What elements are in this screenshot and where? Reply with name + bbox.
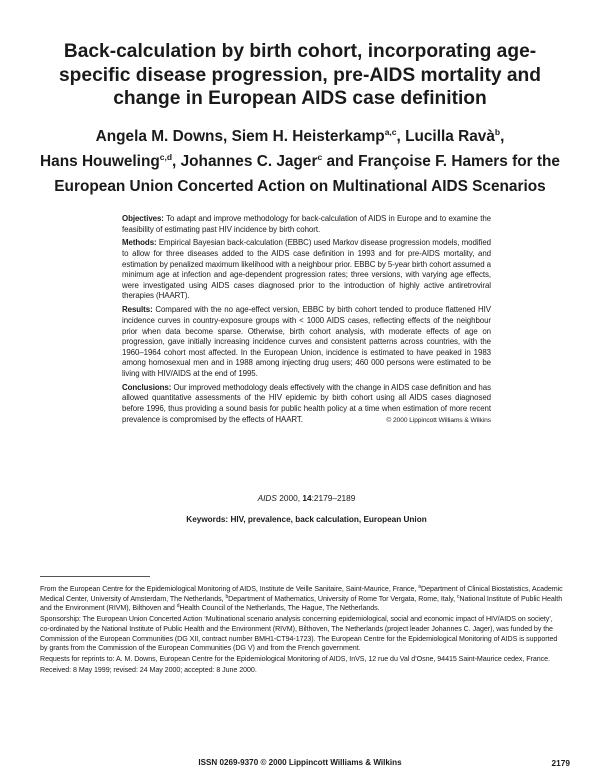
page-number: 2179 bbox=[551, 758, 570, 768]
abstract-conclusions bbox=[122, 383, 491, 425]
abstract-text: Compared with the no age-effect version, EBBC by birth cohort tended to produce flattened HIV incidence curves in country-exposure groups with < 1000 AIDS cases, reflecting effects of the neighbour prior when data become sparse. Otherwise, birth cohort analysis, with moderate effects of age on progression, gave initially increasing incidence curves and consistent patterns across countries, with the 1960–1964 cohort most affected. In the European Union, incidence is estimated to have peaked in 1983 among homosexual men and in 1988 among injecting drug users; 460 000 persons were estimated to be living with HIV/AIDS at the end of 1995. bbox=[122, 305, 491, 378]
reprint-requests: Requests for reprints to: A. M. Downs, European Centre for the Epidemiological Monitoring of AIDS, InVS, 12 rue du Val d’Osne, 94415 Saint-Maurice cedex, France. bbox=[40, 654, 550, 663]
journal-citation bbox=[122, 493, 491, 503]
keywords-list: HIV, prevalence, back calculation, European Union bbox=[230, 515, 427, 524]
affiliation-text: From the European Centre for the Epidemiological Monitoring of AIDS, Institute de Veille Sanitaire, Saint-Maurice, France, bbox=[40, 585, 417, 593]
affiliation-marker: b bbox=[225, 593, 229, 600]
author-text: , bbox=[500, 128, 505, 145]
author-group: European Union Concerted Action on Multinational AIDS Scenarios bbox=[54, 178, 546, 195]
affiliation-text: Department of Mathematics, University of Rome Tor Vergata, Rome, Italy, bbox=[228, 594, 455, 603]
affiliation-marker: c bbox=[317, 152, 323, 162]
abstract-heading: Objectives: bbox=[122, 214, 164, 223]
copyright-notice: © 2000 Lippincott Williams & Wilkins bbox=[386, 416, 491, 424]
author-list bbox=[20, 124, 580, 199]
abstract-methods bbox=[122, 238, 491, 302]
citation-volume: 14 bbox=[302, 493, 312, 503]
affiliation-text: Department of Clinical Biostatistics, Academic Medical Center, University of Amsterdam, The Netherlands, bbox=[40, 585, 563, 603]
title-line: Back-calculation by birth cohort, incorporating age- bbox=[63, 41, 537, 62]
keywords-heading: Keywords: bbox=[186, 515, 229, 524]
abstract-heading: Results: bbox=[122, 305, 153, 315]
sponsorship: Sponsorship: The European Union Concerted Action ‘Multinational scenario analysis concerning epidemiological, social and economic impact of HIV/AIDS on society’, co-ordinated by the National Institute of Public Health and the Environment (RIVM), Bilthoven, The Netherlands (project leader Johannes C. Jager), was funded by the Commission of the European Communities (DG XII, contract number BMH1-CT94-1723). The European Centre for the Epidemiological Monitoring of AIDS is supported by grants from the Commission of the European Communities (DG V) and from the French government. bbox=[40, 615, 558, 653]
citation-year: 2000, bbox=[276, 493, 303, 503]
footnote-divider bbox=[40, 576, 150, 577]
affiliation-marker: c bbox=[456, 593, 460, 600]
abstract bbox=[122, 214, 491, 428]
author-text: , Johannes C. Jager bbox=[172, 153, 318, 170]
abstract-text: Empirical Bayesian back-calculation (EBBC) used Markov disease progression models, modified to allow for three diseases added to the AIDS case definition in 1993 and for pre-AIDS mortality, and estimation by penalized maximum likelihood with a neighbour prior. EBBC by 5-year birth cohort assumed a minimum age at infection and age-dependent progression rates; three versions, with varying age effects, were investigated using AIDS cases diagnosed prior to the introduction of highly active antiretroviral therapies (HAART). bbox=[122, 238, 492, 301]
affiliations bbox=[40, 585, 564, 614]
author-line bbox=[20, 149, 580, 174]
author-line bbox=[20, 124, 580, 149]
footnotes bbox=[40, 585, 564, 676]
author-text: Angela M. Downs, Siem H. Heisterkamp bbox=[95, 128, 385, 145]
affiliation-text: Health Council of the Netherlands, The Hague, The Netherlands. bbox=[179, 604, 380, 613]
citation-pages: :2179–2189 bbox=[311, 493, 356, 503]
article-title bbox=[40, 40, 560, 111]
abstract-heading: Methods: bbox=[122, 238, 157, 248]
journal-name: AIDS bbox=[257, 493, 277, 503]
title-line: change in European AIDS case definition bbox=[113, 88, 487, 109]
author-text: , Lucilla Ravà bbox=[396, 128, 495, 145]
abstract-heading: Conclusions: bbox=[122, 382, 172, 392]
abstract-objectives bbox=[122, 214, 491, 235]
affiliation-marker: b bbox=[494, 127, 501, 137]
author-text: Hans Houweling bbox=[40, 153, 160, 170]
affiliation-marker: a bbox=[418, 584, 422, 590]
abstract-text: Our improved methodology deals effectively with the change in AIDS case definition and has allowed quantitative assessments of the HIV epidemic by birth cohort using all AIDS cases diagnosed before 1996, thus providing a sound basis for public health policy at a time when estimation of more recent prevalence is compromised by the effects of HAART. bbox=[122, 382, 491, 424]
author-text: and Françoise F. Hamers for the bbox=[322, 153, 560, 170]
affiliation-text: National Institute of Public Health and the Environment (RIVM), Bilthoven and bbox=[40, 594, 563, 613]
affiliation-marker: d bbox=[176, 603, 180, 610]
affiliation-marker: a,c bbox=[384, 127, 397, 137]
footer-issn: ISSN 0269-9370 © 2000 Lippincott Williams & Wilkins bbox=[198, 758, 402, 767]
received-dates: Received: 8 May 1999; revised: 24 May 2000; accepted: 8 June 2000. bbox=[40, 665, 257, 674]
abstract-results bbox=[122, 305, 491, 379]
affiliation-marker: c,d bbox=[159, 152, 173, 162]
abstract-text: To adapt and improve methodology for back-calculation of AIDS in Europe and to examine the feasibility of estimating past HIV incidence by birth cohort. bbox=[122, 214, 491, 234]
keywords bbox=[122, 515, 491, 524]
title-line: specific disease progression, pre-AIDS mortality and bbox=[59, 64, 541, 86]
